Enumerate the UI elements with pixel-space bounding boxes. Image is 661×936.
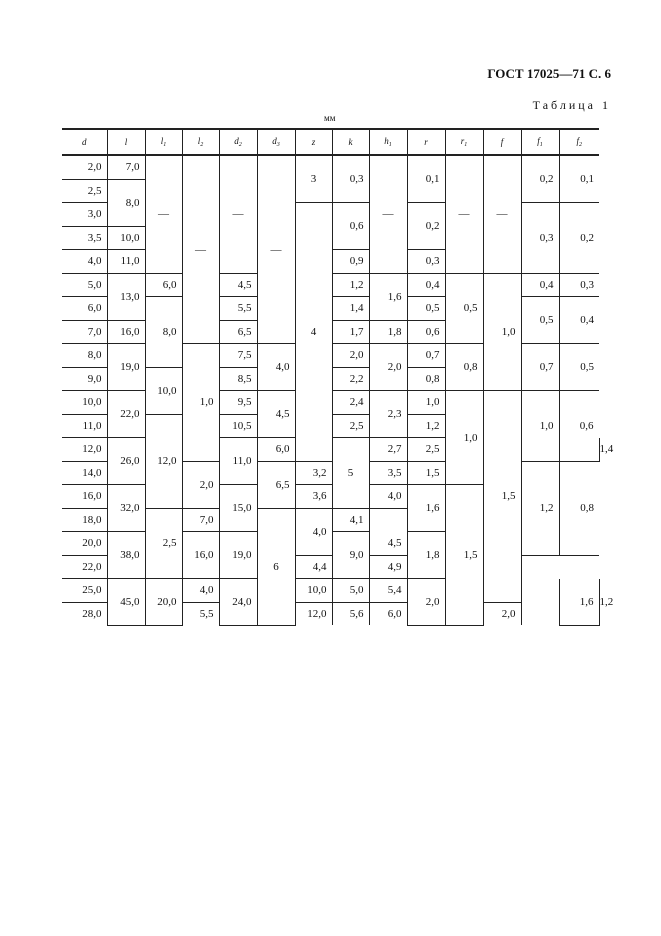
- table-cell: 22,0: [62, 555, 107, 579]
- column-header: [483, 129, 521, 155]
- column-header-symbol: d: [272, 136, 277, 146]
- table-cell: 4,5: [219, 273, 257, 297]
- table-cell: 5,5: [182, 602, 219, 625]
- table-cell: 15,0: [219, 485, 257, 532]
- table-cell: 6,0: [257, 438, 295, 462]
- table-cell: 9,0: [62, 367, 107, 391]
- table-cell: 45,0: [107, 579, 145, 626]
- column-header-symbol: d: [82, 137, 87, 147]
- table-cell: 2,5: [62, 179, 107, 203]
- table-cell: 4: [295, 203, 332, 462]
- table-cell: 0,8: [445, 344, 483, 391]
- table-cell: 1,8: [369, 320, 407, 344]
- table-cell: 5: [332, 438, 369, 509]
- table-cell: 24,0: [219, 579, 257, 626]
- table-cell: 10,0: [295, 579, 332, 603]
- column-header-symbol: f: [576, 136, 579, 146]
- table-cell: 3: [295, 155, 332, 203]
- table-cell: 0,3: [407, 250, 445, 274]
- column-header: [257, 129, 295, 155]
- table-cell: 0,5: [407, 297, 445, 321]
- table-cell: 1,5: [483, 391, 521, 603]
- table-cell: 1,0: [445, 391, 483, 485]
- table-cell: 6,5: [257, 461, 295, 508]
- table-cell: 3,0: [62, 203, 107, 227]
- table-cell: 28,0: [62, 602, 107, 625]
- table-cell: 1,6: [407, 485, 445, 532]
- table-cell: 10,5: [219, 414, 257, 438]
- table-cell: 1,2: [521, 461, 559, 555]
- table-cell: —: [219, 155, 257, 273]
- table-cell: 10,0: [62, 391, 107, 415]
- column-header-symbol: z: [311, 137, 316, 147]
- table-cell: 5,6: [332, 602, 369, 625]
- table-cell: 6,0: [62, 297, 107, 321]
- table-cell: 8,5: [219, 367, 257, 391]
- table-cell: 8,0: [145, 297, 182, 368]
- table-cell: 7,0: [107, 155, 145, 179]
- table-cell: 11,0: [62, 414, 107, 438]
- column-header: [407, 129, 445, 155]
- table-cell: 0,2: [559, 203, 599, 274]
- table-cell: 38,0: [107, 532, 145, 579]
- table-cell: 0,3: [332, 155, 369, 203]
- table-cell: 4,5: [257, 391, 295, 438]
- table-row: [62, 155, 599, 179]
- table-header-row: [62, 129, 599, 155]
- table-cell: 22,0: [107, 391, 145, 438]
- table-cell: 11,0: [219, 438, 257, 485]
- table-cell: 0,5: [521, 297, 559, 344]
- table-cell: 1,6: [559, 579, 599, 626]
- table-cell: 1,0: [521, 391, 559, 462]
- table-cell: 4,0: [62, 250, 107, 274]
- table-cell: 13,0: [107, 273, 145, 320]
- table-cell: 1,8: [407, 532, 445, 579]
- table-cell: 8,0: [62, 344, 107, 368]
- table-cell: 0,5: [445, 273, 483, 344]
- table-cell: 0,4: [559, 297, 599, 344]
- table-cell: 2,5: [145, 508, 182, 579]
- table-cell: 9,0: [332, 532, 369, 579]
- table-cell: 0,2: [407, 203, 445, 250]
- table-cell: 2,0: [407, 579, 445, 626]
- table-cell: —: [257, 155, 295, 344]
- table-cell: 6,0: [369, 602, 407, 625]
- column-header: [62, 129, 107, 155]
- table-cell: 0,3: [521, 203, 559, 274]
- table-cell: 12,0: [145, 414, 182, 508]
- table-cell: 4,0: [182, 579, 219, 603]
- table-cell: 2,7: [369, 438, 407, 462]
- table-cell: 6: [257, 508, 295, 625]
- table-cell: 6,5: [219, 320, 257, 344]
- table-cell: 1,4: [332, 297, 369, 321]
- table-cell: 4,0: [369, 485, 407, 509]
- table-cell: 7,5: [219, 344, 257, 368]
- table-cell: 0,6: [332, 203, 369, 250]
- table-cell: 3,5: [369, 461, 407, 485]
- column-header-subscript: 3: [276, 142, 280, 148]
- table-title: Таблица 1: [532, 98, 611, 112]
- table-cell: 1,0: [182, 344, 219, 462]
- table-cell: 9,5: [219, 391, 257, 415]
- table-cell: 1,0: [407, 391, 445, 415]
- table-cell: 20,0: [62, 532, 107, 556]
- table-cell: 2,0: [62, 155, 107, 179]
- column-header-symbol: r: [424, 137, 428, 147]
- table-cell: 16,0: [62, 485, 107, 509]
- column-header: [107, 129, 145, 155]
- table-cell: 19,0: [107, 344, 145, 391]
- table-row: 25,0 45,0 20,0 4,0 24,0 10,0 5,0 5,4 2,0 1,6 1,2: [62, 579, 599, 603]
- table-cell: 1,2: [332, 273, 369, 297]
- table-cell: 5,4: [369, 579, 407, 603]
- table-cell: 4,5: [369, 532, 407, 556]
- table-cell: 26,0: [107, 438, 145, 485]
- table-cell: 4,0: [295, 508, 332, 555]
- table-cell: 1,5: [407, 461, 445, 485]
- column-header: [182, 129, 219, 155]
- dimensions-table: [62, 128, 614, 626]
- table-cell: 0,5: [559, 344, 599, 391]
- column-header: [559, 129, 599, 155]
- column-header-symbol: l: [160, 136, 164, 146]
- table-cell: 2,4: [332, 391, 369, 415]
- column-header-symbol: h: [384, 136, 389, 146]
- table-cell: 3,6: [295, 485, 332, 509]
- table-cell: 3,2: [295, 461, 332, 485]
- table-cell: 0,8: [407, 367, 445, 391]
- table-cell: 16,0: [182, 532, 219, 579]
- column-header: [369, 129, 407, 155]
- table-body: [62, 155, 614, 625]
- table-cell: 7,0: [62, 320, 107, 344]
- column-header: [145, 129, 182, 155]
- column-header-subscript: 1: [539, 142, 543, 148]
- table-cell: 1,0: [483, 273, 521, 391]
- table-cell: 5,5: [219, 297, 257, 321]
- table-cell: 2,3: [369, 391, 407, 438]
- table-cell: 16,0: [107, 320, 145, 344]
- table-cell: 2,5: [332, 414, 369, 438]
- table-cell: 0,3: [559, 273, 599, 297]
- column-header-symbol: l: [197, 136, 201, 146]
- table-cell: 25,0: [62, 579, 107, 603]
- column-header-symbol: f: [500, 137, 504, 147]
- table-cell: 0,6: [559, 391, 599, 462]
- column-header-subscript: 2: [200, 142, 204, 148]
- column-header-symbol: d: [234, 136, 239, 146]
- table-cell: 12,0: [295, 602, 332, 625]
- table-cell: 0,1: [407, 155, 445, 203]
- table-cell: 4,0: [257, 344, 295, 391]
- column-header-subscript: 2: [579, 142, 582, 148]
- table-cell: 14,0: [62, 461, 107, 485]
- table-cell: —: [483, 155, 521, 273]
- table-cell: 2,0: [332, 344, 369, 368]
- table-cell: 0,9: [332, 250, 369, 274]
- table-cell: 2,2: [332, 367, 369, 391]
- table-cell: 0,8: [559, 461, 599, 555]
- column-header: [332, 129, 369, 155]
- table-cell: 19,0: [219, 532, 257, 579]
- column-header: [445, 129, 483, 155]
- table-cell: 20,0: [145, 579, 182, 626]
- column-header-symbol: f: [537, 136, 540, 146]
- column-header: [295, 129, 332, 155]
- table-cell: 5,0: [332, 579, 369, 603]
- table-cell: 10,0: [107, 226, 145, 250]
- table-cell: 7,0: [182, 508, 219, 532]
- table-cell: 0,1: [559, 155, 599, 203]
- table-cell: 2,0: [182, 461, 219, 508]
- column-header-symbol: k: [348, 137, 353, 147]
- table-cell: 4,4: [295, 555, 332, 579]
- unit-label: мм: [324, 113, 336, 123]
- table-cell: 3,5: [62, 226, 107, 250]
- table-cell: 11,0: [107, 250, 145, 274]
- table-cell: 4,1: [332, 508, 369, 532]
- table-cell: 4,9: [369, 555, 407, 579]
- table-row: 12,0 26,0 11,0 6,0 5 2,7 2,5 1,4: [62, 438, 599, 462]
- table-cell: 0,4: [407, 273, 445, 297]
- column-header-subscript: 1: [388, 142, 392, 148]
- table-cell: 2,0: [483, 602, 521, 625]
- table-cell: 2,5: [407, 438, 445, 462]
- table-cell: 0,2: [521, 155, 559, 203]
- column-header-symbol: l: [124, 137, 128, 147]
- column-header-symbol: r: [460, 136, 465, 146]
- table-cell: 1,2: [407, 414, 445, 438]
- table-cell: —: [182, 155, 219, 344]
- table-cell: 0,6: [407, 320, 445, 344]
- column-header: [521, 129, 559, 155]
- table-cell: 0,7: [521, 344, 559, 391]
- table-cell: 1,7: [332, 320, 369, 344]
- column-header: [219, 129, 257, 155]
- table-cell: 10,0: [145, 367, 182, 414]
- table-cell: [521, 579, 559, 603]
- column-header-subscript: 1: [163, 142, 167, 148]
- table-cell: 2,0: [369, 344, 407, 391]
- table-cell: 12,0: [62, 438, 107, 462]
- table-cell: 0,4: [521, 273, 559, 297]
- table-cell: 8,0: [107, 179, 145, 226]
- table-cell: 1,6: [369, 273, 407, 320]
- page-header: ГОСТ 17025—71 С. 6: [487, 66, 611, 81]
- table-cell: —: [445, 155, 483, 273]
- table-cell: 32,0: [107, 485, 145, 532]
- table-cell: 1,5: [445, 485, 483, 626]
- table-cell: 5,0: [62, 273, 107, 297]
- table-cell: —: [145, 155, 182, 273]
- table-cell: 0,7: [407, 344, 445, 368]
- table-cell: 6,0: [145, 273, 182, 297]
- table-cell: —: [369, 155, 407, 273]
- column-header-subscript: 1: [464, 142, 468, 148]
- column-header-subscript: 2: [238, 142, 242, 148]
- table-cell: 18,0: [62, 508, 107, 532]
